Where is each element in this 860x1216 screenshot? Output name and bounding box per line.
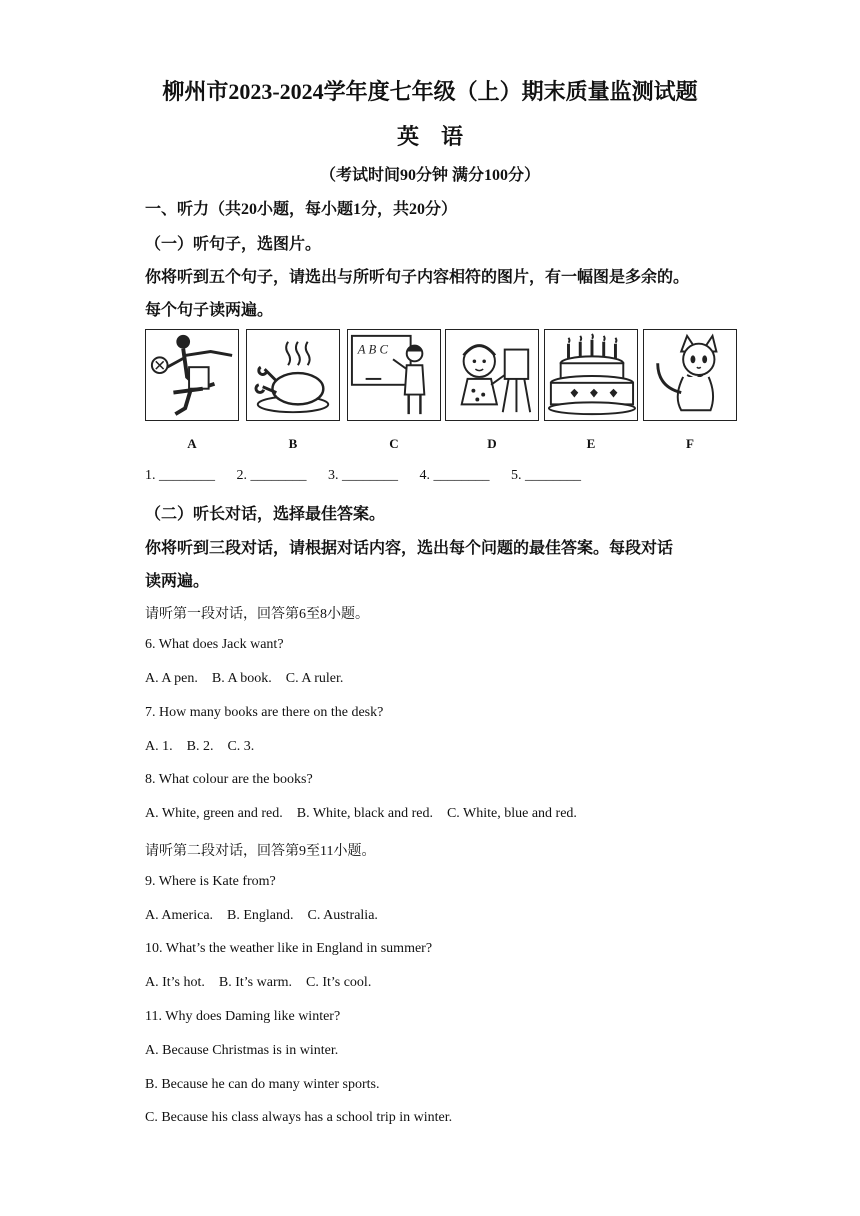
soccer-player-icon [146, 330, 238, 420]
dialog2-intro: 请听第二段对话，回答第9至11小题。 [145, 844, 376, 859]
picture-d-girl-painting [445, 329, 539, 421]
picture-label-b: B [288, 436, 298, 451]
question-7-options: A. 1. B. 2. C. 3. [145, 739, 255, 754]
answer-blank-3[interactable]: 3. ________ [328, 468, 398, 483]
roast-chicken-icon [247, 330, 339, 420]
subject-title: 英 语 [396, 124, 463, 149]
answer-blank-2[interactable]: 2. ________ [236, 468, 307, 483]
picture-f-cat [643, 329, 737, 421]
girl-painting-icon [446, 330, 538, 420]
question-11-option-b: B. Because he can do many winter sports. [145, 1077, 380, 1092]
question-9: 9. Where is Kate from? [145, 874, 276, 889]
question-6: 6. What does Jack want? [145, 637, 284, 652]
question-8: 8. What colour are the books? [145, 772, 313, 787]
answer-blank-5[interactable]: 5. ________ [511, 468, 581, 483]
question-8-options: A. White, green and red. B. White, black and red. C. White, blue and red. [145, 806, 577, 821]
answer-blanks-row [145, 468, 599, 484]
picture-label-a: A [187, 436, 197, 451]
picture-label-f: F [686, 436, 694, 451]
dialog1-intro: 请听第一段对话，回答第6至8小题。 [145, 607, 369, 622]
section-heading-listening: 一、听力（共20小题，每小题1分，共20分） [145, 201, 458, 218]
picture-row [145, 329, 745, 449]
picture-c-teacher [347, 329, 441, 421]
question-11: 11. Why does Daming like winter? [145, 1009, 341, 1024]
part2-heading: （二）听长对话，选择最佳答案。 [145, 506, 386, 523]
question-11-option-c: C. Because his class always has a school trip in winter. [145, 1110, 453, 1125]
exam-title: 柳州市2023-2024学年度七年级（上）期末质量监测试题 [162, 79, 698, 104]
picture-label-d: D [487, 436, 497, 451]
question-10: 10. What’s the weather like in England in summer? [145, 941, 433, 956]
part2-instruction-2: 读两遍。 [145, 573, 210, 590]
question-9-options: A. America. B. England. C. Australia. [145, 908, 378, 923]
cat-icon [644, 330, 736, 420]
part2-instruction-1: 你将听到三段对话，请根据对话内容，选出每个问题的最佳答案。每段对话 [145, 540, 674, 557]
picture-b-roast-chicken [246, 329, 340, 421]
answer-blank-1[interactable]: 1. ________ [145, 468, 215, 483]
svg-text:A B C: A B C [357, 342, 388, 357]
question-11-option-a: A. Because Christmas is in winter. [145, 1043, 339, 1058]
question-6-options: A. A pen. B. A book. C. A ruler. [145, 671, 344, 686]
picture-label-e: E [586, 436, 596, 451]
part1-instruction-2: 每个句子读两遍。 [145, 302, 274, 319]
question-10-options: A. It’s hot. B. It’s warm. C. It’s cool. [145, 975, 372, 990]
part1-heading: （一）听句子，选图片。 [145, 236, 322, 253]
answer-blank-4[interactable]: 4. ________ [419, 468, 490, 483]
teacher-blackboard-icon [348, 330, 440, 420]
question-7: 7. How many books are there on the desk? [145, 705, 384, 720]
birthday-cake-icon [545, 330, 637, 420]
picture-a-soccer-player [145, 329, 239, 421]
part1-instruction-1: 你将听到五个句子，请选出与所听句子内容相符的图片，有一幅图是多余的。 [145, 269, 690, 286]
picture-e-birthday-cake [544, 329, 638, 421]
picture-label-c: C [389, 436, 399, 451]
exam-info: （考试时间90分钟 满分100分） [319, 167, 540, 184]
